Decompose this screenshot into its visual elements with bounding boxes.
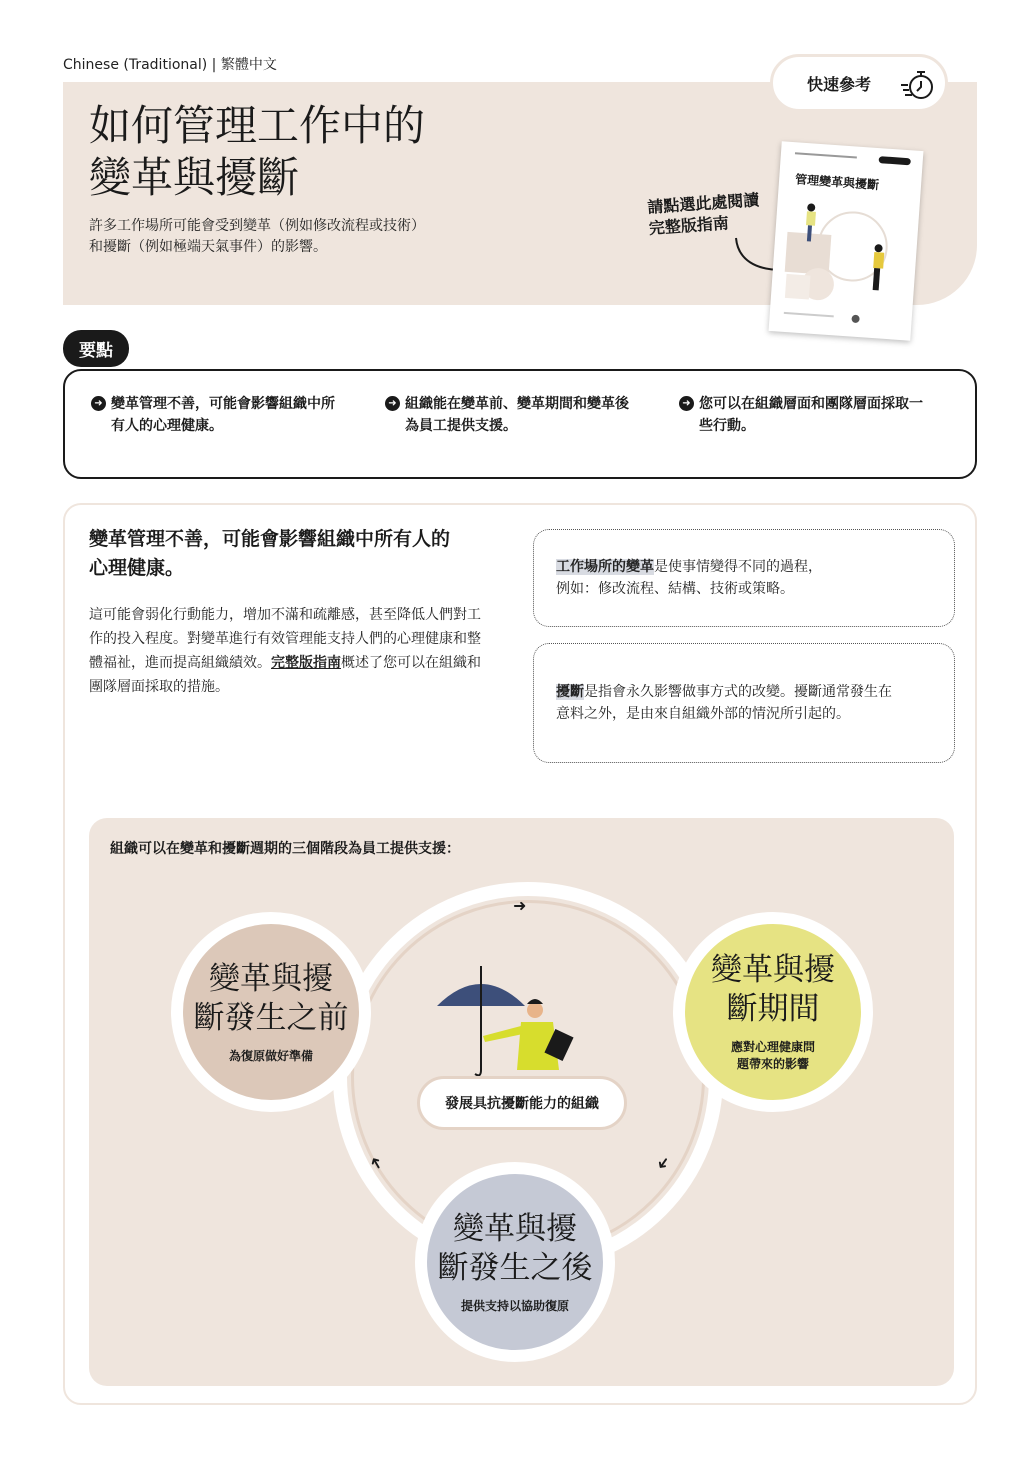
booklet-title: 管理變革與擾斷 (794, 172, 880, 193)
page-title: 如何管理工作中的 變革與擾斷 (89, 101, 426, 202)
full-guide-inline-link[interactable]: 完整版指南 (271, 655, 341, 671)
phase-subtitle: 提供支持以協助復原 (460, 1298, 569, 1313)
key-point-item: ➜ 變革管理不善，可能會影響組織中所 有人的心理健康。 (91, 393, 371, 437)
page-description: 許多工作場所可能會受到變革（例如修改流程或技術） 和擾斷（例如極端天氣事件）的影響。 (89, 218, 425, 255)
cycle-diagram-panel (89, 818, 954, 1386)
umbrella-person-illustration (437, 964, 587, 1078)
phase-title: 變革與擾 斷期間 (711, 952, 835, 1027)
language-label: Chinese (Traditional) | 繁體中文 (63, 57, 277, 73)
stopwatch-icon (901, 67, 937, 103)
arrow-down-left-icon: ➜ (652, 1152, 676, 1175)
full-guide-thumbnail[interactable] (769, 141, 924, 340)
arrow-up-left-icon: ➜ (364, 1152, 388, 1175)
phase-before (171, 912, 371, 1112)
definition-term: 工作場所的變革 (556, 559, 654, 575)
resilient-organisation-label: 發展具抗擾斷能力的組織 (417, 1076, 627, 1130)
full-guide-link[interactable]: 請點選此處閱讀 完整版指南 (646, 190, 760, 238)
phase-after (415, 1162, 615, 1362)
phase-during (673, 912, 873, 1112)
cycle-title: 組織可以在變革和擾斷週期的三個階段為員工提供支援： (110, 841, 460, 857)
arrow-right-icon: ➜ (513, 896, 527, 915)
key-points-box (63, 369, 977, 479)
key-points-tab: 要點 (63, 330, 129, 367)
quick-reference-badge (770, 54, 948, 112)
quick-reference-label: 快速參考 (807, 74, 872, 94)
arrow-circle-right-icon: ➜ (679, 396, 694, 411)
phase-subtitle: 為復原做好準備 (228, 1048, 313, 1063)
key-point-item: ➜ 組織能在變革前、變革期間和變革後 為員工提供支援。 (385, 393, 665, 437)
definition-change: 工作場所的變革是使事情變得不同的過程， 例如：修改流程、結構、技術或策略。 (533, 529, 955, 627)
arrow-circle-right-icon: ➜ (385, 396, 400, 411)
phase-title: 變革與擾 斷發生之前 (193, 960, 349, 1036)
booklet-badge (879, 156, 911, 165)
section-body: 這可能會弱化行動能力，增加不滿和疏離感，甚至降低人們對工作的投入程度。對變革進行有效管理能支持人們的心理健康和整體福祉，進而提高組織績效。完整版指南概述了您可以在組織和團隊層面採取的措施。 (89, 607, 481, 695)
booklet-illustration (778, 192, 912, 319)
arrow-circle-right-icon: ➜ (91, 396, 106, 411)
definition-disruption: 擾斷是指會永久影響做事方式的改變。擾斷通常發生在 意料之外，是由來自組織外部的情況所引起的。 (533, 643, 955, 763)
booklet-logo (851, 315, 860, 324)
phase-title: 變革與擾 斷發生之後 (437, 1210, 593, 1286)
key-point-item: ➜ 您可以在組織層面和團隊層面採取一 些行動。 (679, 393, 959, 437)
definition-term: 擾斷 (556, 684, 584, 700)
phase-subtitle: 應對心理健康問 題帶來的影響 (730, 1040, 815, 1071)
main-content-box (63, 503, 977, 1405)
booklet-header-line (795, 152, 857, 158)
section-title: 變革管理不善，可能會影響組織中所有人的 心理健康。 (89, 528, 451, 579)
